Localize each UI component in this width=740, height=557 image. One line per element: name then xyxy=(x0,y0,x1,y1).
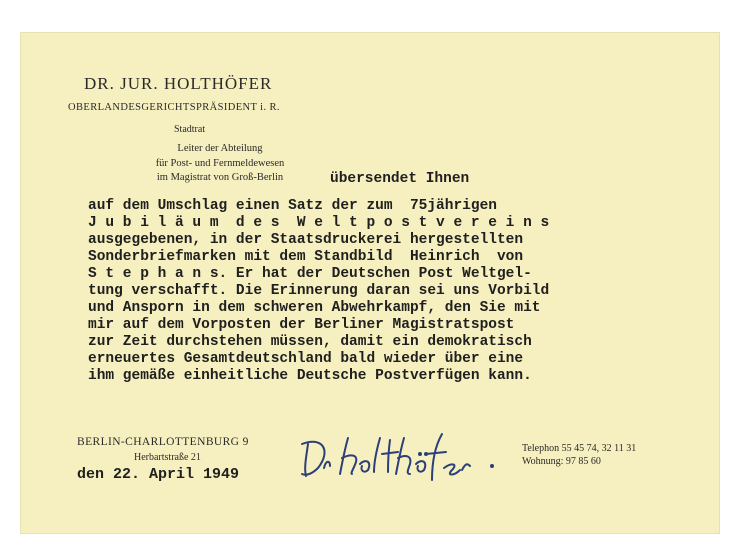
department-line: im Magistrat von Groß-Berlin xyxy=(156,172,284,183)
letter-card xyxy=(20,32,720,534)
telephone-text: Telephon 55 45 74, 32 11 31 xyxy=(522,443,637,454)
body-line: S t e p h a n s. Er hat der Deutschen Post Weltgel- xyxy=(88,266,532,282)
letterhead-name: DR. JUR. HOLTHÖFER xyxy=(84,74,273,93)
body-line: erneuertes Gesamtdeutschland bald wieder über eine xyxy=(88,351,524,367)
home-phone-text: Wohnung: 97 85 60 xyxy=(522,456,601,467)
body-line: auf dem Umschlag einen Satz der zum 75jährigen xyxy=(88,198,497,214)
body-line: J u b i l ä u m d e s W e l t p o s t v e r e i n s xyxy=(88,215,550,231)
contact-info xyxy=(522,442,636,468)
letter-date: den 22. April 1949 xyxy=(77,466,240,483)
body-line: Sonderbriefmarken mit dem Standbild Heinrich von xyxy=(88,249,524,265)
letterhead-title: OBERLANDESGERICHTSPRÄSIDENT i. R. xyxy=(68,102,280,113)
body-line: zur Zeit durchstehen müssen, damit ein demokratisch xyxy=(88,334,532,350)
body-line: ihm gemäße einheitliche Deutsche Postverfügen kann. xyxy=(88,368,532,384)
department-line: für Post- und Fernmeldewesen xyxy=(155,157,285,169)
letterhead-department xyxy=(120,142,320,186)
signature-image xyxy=(296,424,508,484)
address-street: Herbartstraße 21 xyxy=(134,452,201,463)
letter-body xyxy=(88,198,549,385)
body-line: ausgegebenen, in der Staatsdruckerei hergestellten xyxy=(88,232,524,248)
intro-text: übersendet Ihnen xyxy=(330,171,470,187)
address-city: BERLIN-CHARLOTTENBURG 9 xyxy=(77,436,249,448)
body-line: und Ansporn in dem schweren Abwehrkampf, den Sie mit xyxy=(88,300,541,316)
letterhead-role: Stadtrat xyxy=(174,124,206,135)
body-line: mir auf dem Vorposten der Berliner Magistratspost xyxy=(88,317,515,333)
department-line: Leiter der Abteilung xyxy=(177,143,263,154)
body-line: tung verschafft. Die Erinnerung daran sei uns Vorbild xyxy=(88,283,550,299)
